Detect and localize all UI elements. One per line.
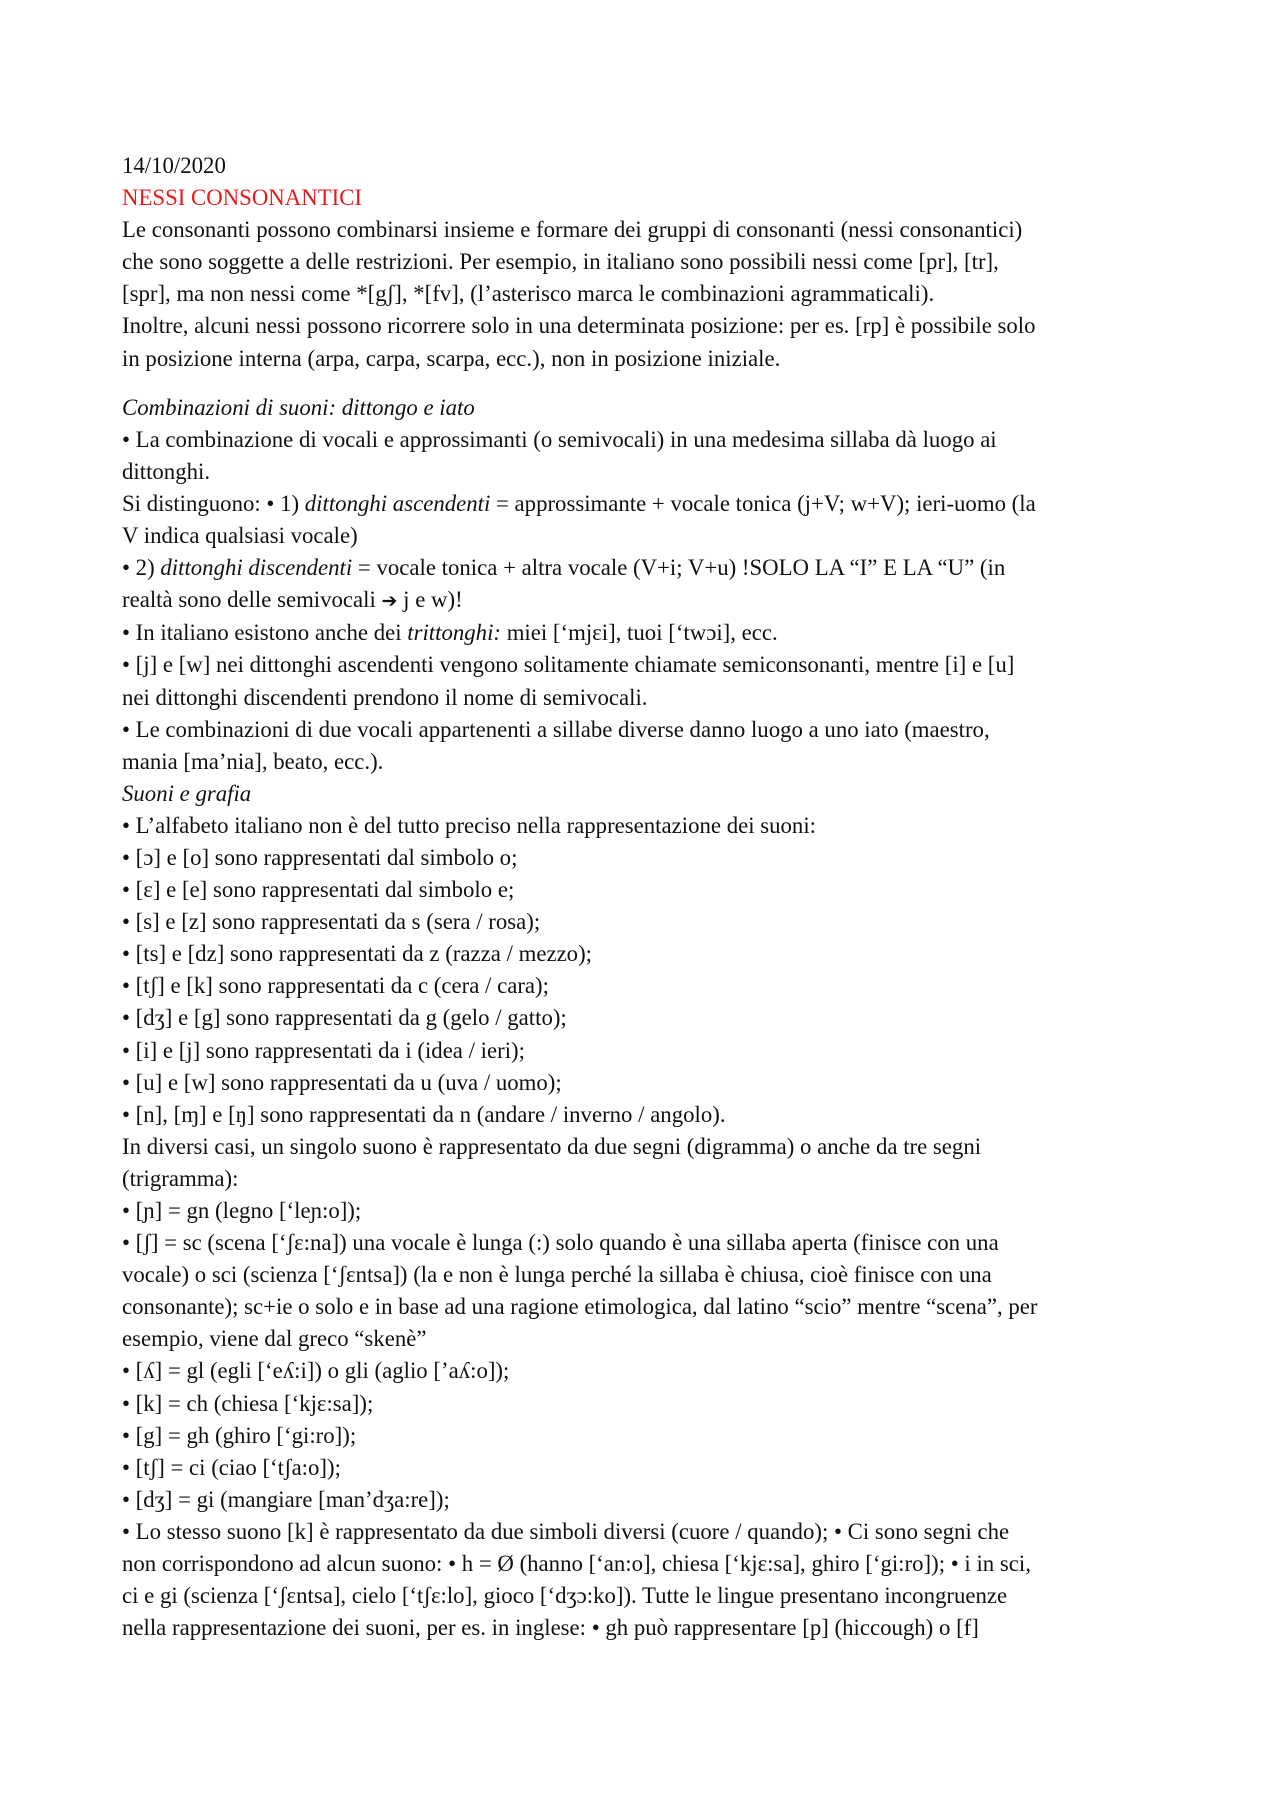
text-line: • [ɔ] e [o] sono rappresentati dal simbolo o; <box>122 844 518 870</box>
text-span: realtà sono delle semivocali <box>122 587 382 613</box>
text-line: • [dʒ] e [g] sono rappresentati da g (gelo / gatto); <box>122 1005 567 1031</box>
dittongo-title: Combinazioni di suoni: dittongo e iato <box>122 394 475 420</box>
intro-line: [spr], ma non nessi come *[gʃ], *[fv], (l’asterisco marca le combinazioni agrammaticali). <box>122 281 935 307</box>
text-line <box>122 617 1162 649</box>
text-line: • [s] e [z] sono rappresentati da s (sera / rosa); <box>122 909 541 935</box>
grafia-title: Suoni e grafia <box>122 780 252 806</box>
section-heading: NESSI CONSONANTICI <box>122 185 363 211</box>
text-span: = approssimante + vocale tonica (j+V; w+V); ieri-uomo (la <box>490 490 1036 516</box>
intro-paragraph <box>122 214 1162 374</box>
paragraph-gap <box>122 375 1162 392</box>
text-line: • Le combinazioni di due vocali appartenenti a sillabe diverse danno luogo a uno iato (maestro, <box>122 716 990 742</box>
text-line: • [j] e [w] nei dittonghi ascendenti vengono solitamente chiamate semiconsonanti, mentre [i] e [u] <box>122 652 1015 678</box>
text-line: • [ts] e [dz] sono rappresentati da z (razza / mezzo); <box>122 941 593 967</box>
text-span: miei [‘mjɛi], tuoi [‘twɔi], ecc. <box>501 620 778 646</box>
text-span: j e w)! <box>397 587 463 613</box>
text-line: • L’alfabeto italiano non è del tutto preciso nella rappresentazione dei suoni: <box>122 812 816 838</box>
grafia-section <box>122 778 1162 1645</box>
intro-line: Le consonanti possono combinarsi insieme e formare dei gruppi di consonanti (nessi consonantici) <box>122 217 1023 243</box>
text-line: consonante); sc+ie o solo e in base ad una ragione etimologica, dal latino “scio” mentre “scena”, per <box>122 1294 1038 1320</box>
text-line: non corrispondono ad alcun suono: • h = Ø (hanno [‘an:o], chiesa [‘kjɛ:sa], ghiro [‘gi:ro]); • i in sci, <box>122 1551 1031 1577</box>
intro-line: che sono soggette a delle restrizioni. Per esempio, in italiano sono possibili nessi come [pr], [tr], <box>122 249 999 275</box>
term-italic: trittonghi: <box>407 620 501 646</box>
text-span: = vocale tonica + altra vocale (V+i; V+u) !SOLO LA “I” E LA “U” (in <box>352 555 1006 581</box>
text-line: ci e gi (scienza [‘ʃɛntsa], cielo [‘tʃɛ:lo], gioco [‘dʒɔ:ko]). Tutte le lingue presentano incongruenze <box>122 1583 1008 1609</box>
text-line: • La combinazione di vocali e approssimanti (o semivocali) in una medesima sillaba dà luogo ai <box>122 426 997 452</box>
text-line: • [dʒ] = gi (mangiare [man’dʒa:re]); <box>122 1486 450 1512</box>
intro-line: in posizione interna (arpa, carpa, scarpa, ecc.), non in posizione iniziale. <box>122 345 781 371</box>
term-italic: dittonghi discendenti <box>160 555 353 581</box>
dittongo-section <box>122 392 1162 778</box>
text-line: V indica qualsiasi vocale) <box>122 523 358 549</box>
text-line: • [tʃ] = ci (ciao [‘tʃa:o]); <box>122 1454 341 1480</box>
text-line: dittonghi. <box>122 458 211 484</box>
term-italic: dittonghi ascendenti <box>304 490 491 516</box>
date-line: 14/10/2020 <box>122 153 226 178</box>
text-line: • [ɲ] = gn (legno [‘leɲ:o]); <box>122 1198 362 1223</box>
text-line: • [ʎ] = gl (egli [‘eʎ:i]) o gli (aglio [’aʎ:o]); <box>122 1358 510 1384</box>
text-line <box>122 488 1162 520</box>
text-line: nella rappresentazione dei suoni, per es. in inglese: • gh può rappresentare [p] (hiccough) o [f] <box>122 1615 979 1641</box>
text-line: • [n], [ɱ] e [ŋ] sono rappresentati da n (andare / inverno / angolo). <box>122 1101 726 1127</box>
text-line: • [i] e [j] sono rappresentati da i (idea / ieri); <box>122 1037 525 1063</box>
intro-line: Inoltre, alcuni nessi possono ricorrere solo in una determinata posizione: per es. [rp] è possibile solo <box>122 313 1036 339</box>
text-line: • [g] = gh (ghiro [‘gi:ro]); <box>122 1422 357 1448</box>
text-line: • [tʃ] e [k] sono rappresentati da c (cera / cara); <box>122 973 549 999</box>
text-line: • Lo stesso suono [k] è rappresentato da due simboli diversi (cuore / quando); • Ci sono segni che <box>122 1518 1010 1544</box>
text-line: • [k] = ch (chiesa [‘kjɛ:sa]); <box>122 1390 374 1416</box>
text-line <box>122 584 1162 617</box>
text-line: • [ɛ] e [e] sono rappresentati dal simbolo e; <box>122 877 515 903</box>
text-span: Si distinguono: • 1) <box>122 490 305 516</box>
arrow-right-icon: ➔ <box>381 590 398 613</box>
text-line: vocale) o sci (scienza [‘ʃɛntsa]) (la e non è lunga perché la sillaba è chiusa, cioè finisce con una <box>122 1262 992 1288</box>
text-span: • 2) <box>122 555 161 581</box>
text-line: (trigramma): <box>122 1165 239 1191</box>
grafia-lines <box>122 810 1162 1644</box>
text-line: mania [ma’nia], beato, ecc.). <box>122 748 384 774</box>
text-line: esempio, viene dal greco “skenè” <box>122 1326 427 1352</box>
text-line <box>122 552 1162 584</box>
text-line: • [u] e [w] sono rappresentati da u (uva / uomo); <box>122 1069 562 1095</box>
text-line: • [ʃ] = sc (scena [‘ʃɛ:na]) una vocale è lunga (:) solo quando è una sillaba aperta (finisce con una <box>122 1230 999 1256</box>
text-line: nei dittonghi discendenti prendono il nome di semivocali. <box>122 684 648 710</box>
text-line: In diversi casi, un singolo suono è rappresentato da due segni (digramma) o anche da tre segni <box>122 1133 982 1159</box>
text-span: • In italiano esistono anche dei <box>122 620 408 646</box>
